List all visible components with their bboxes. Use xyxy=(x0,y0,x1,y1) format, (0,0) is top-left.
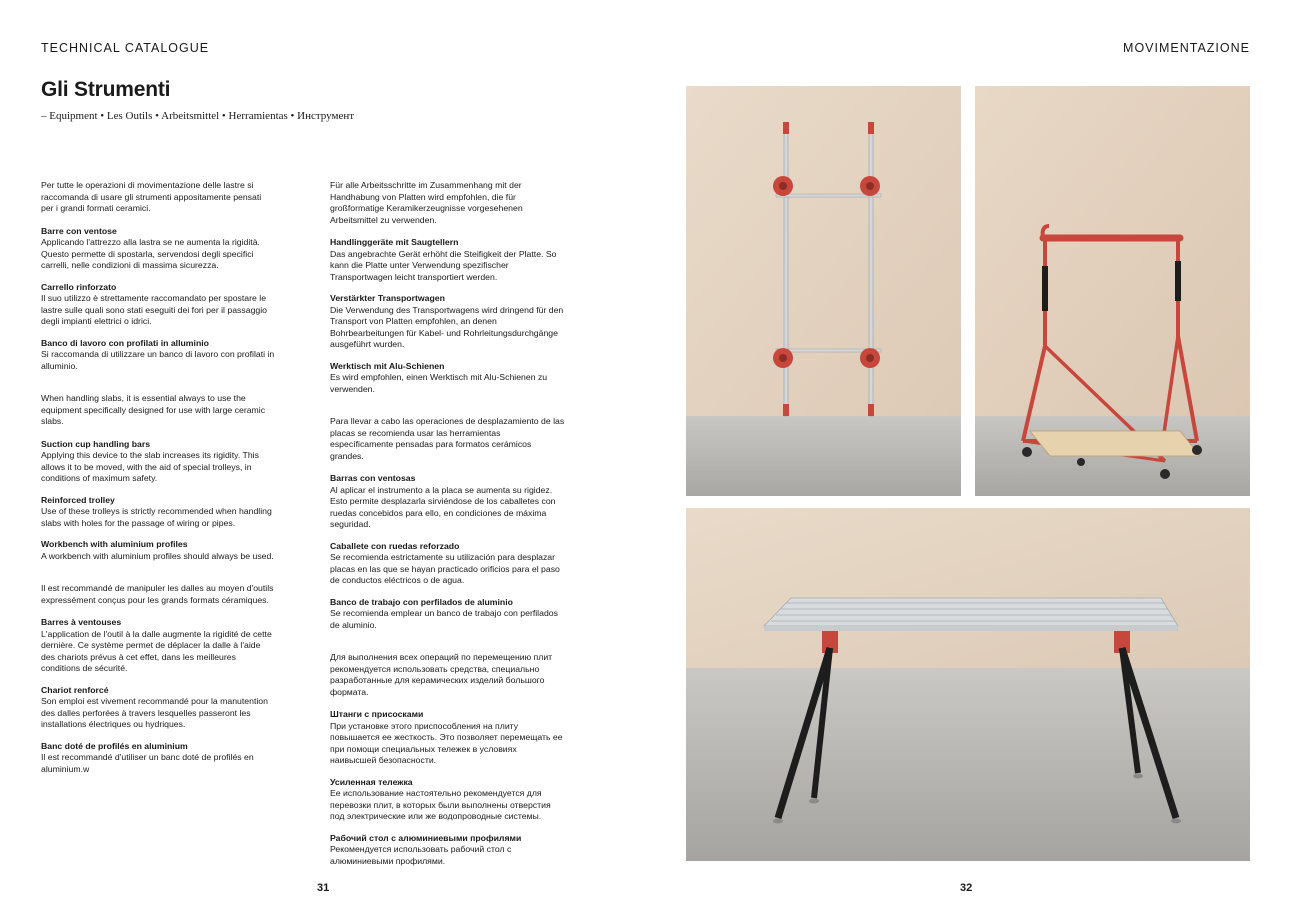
suction-cup-handling-bars-photo xyxy=(686,86,961,496)
italian-item xyxy=(41,282,276,328)
french-item xyxy=(41,741,276,776)
page-number-right: 32 xyxy=(960,882,973,894)
spanish-item-heading: Caballete con ruedas reforzado xyxy=(330,540,460,551)
english-item-body: Applying this device to the slab increases its rigidity. This allows it to be moved, with the aid of special trolleys, in conditions of maximum safety. xyxy=(41,450,259,483)
russian-item-body: Рекомендуется использовать рабочий стол с алюминиевыми профилями. xyxy=(330,844,512,866)
english-item-body: Use of these trolleys is strictly recommended when handling slabs with holes for the passage of wiring or pipes. xyxy=(41,506,272,528)
spanish-item-heading: Barras con ventosas xyxy=(330,473,416,483)
german-item-body: Es wird empfohlen, einen Werktisch mit Alu-Schienen zu verwenden. xyxy=(330,372,548,394)
russian-item xyxy=(330,833,565,868)
spanish-item-body: Se recomienda estrictamente su utilización para desplazar placas en las que se hayan practicado orificios para el paso de conductos eléctricos o de agua. xyxy=(330,552,560,585)
german-item xyxy=(330,361,565,396)
page-title: Gli Strumenti xyxy=(41,78,171,101)
page-number-left: 31 xyxy=(317,882,330,894)
russian-item xyxy=(330,709,565,767)
english-item xyxy=(41,439,276,485)
text-column-right xyxy=(330,180,565,877)
italian-item-heading: Banco di lavoro con profilati in alluminio xyxy=(41,337,209,348)
english-item-heading: Reinforced trolley xyxy=(41,494,115,505)
french-item-heading: Barres à ventouses xyxy=(41,617,122,627)
italian-item xyxy=(41,226,276,272)
french-item-heading: Banc doté de profilés en aluminium xyxy=(41,740,188,751)
russian-item-heading: Рабочий стол с алюминиевыми профилями xyxy=(330,832,522,843)
russian-intro: Для выполнения всех операций по перемещению плит рекомендуется использовать средства, специально разработанные для керамических изделий большого формата. xyxy=(330,652,553,697)
section-header: MOVIMENTAZIONE xyxy=(1123,41,1250,55)
english-item-heading: Suction cup handling bars xyxy=(41,438,151,449)
spanish-item-body: Al aplicar el instrumento a la placa se aumenta su rigidez. Esto permite desplazarla sirviéndose de los caballetes con ruedas concebidos para ello, en condiciones de máxima seguridad. xyxy=(330,484,556,529)
italian-item-heading: Carrello rinforzato xyxy=(41,281,117,292)
italian-item-body: Il suo utilizzo è strettamente raccomandato per spostare le lastre sulle quali sono stati eseguiti dei fori per il passaggio degli impianti elettrici o idrici. xyxy=(41,293,268,326)
russian-item-body: Ее использование настоятельно рекомендуется для перевозки плит, в которых были выполнены отверстия под электрические или же водопроводные системы. xyxy=(330,788,551,821)
french-item xyxy=(41,617,276,675)
catalogue-header: TECHNICAL CATALOGUE xyxy=(41,41,210,55)
english-item xyxy=(41,539,276,562)
german-item-heading: Werktisch mit Alu-Schienen xyxy=(330,360,445,371)
english-item xyxy=(41,495,276,530)
german-item-body: Das angebrachte Gerät erhöht die Steifigkeit der Platte. So kann die Platte unter Verwendung spezifischer Transportwagen leicht transportiert werden. xyxy=(330,248,557,282)
italian-item-body: Si raccomanda di utilizzare un banco di lavoro con profilati in alluminio. xyxy=(41,349,275,371)
spanish-item xyxy=(330,473,565,531)
text-column-left xyxy=(41,180,276,785)
reinforced-trolley-photo xyxy=(975,86,1250,496)
russian-item-heading: Усиленная тележка xyxy=(330,776,413,787)
page-subtitle: – Equipment • Les Outils • Arbeitsmittel • Herramientas • Инструмент xyxy=(41,110,355,122)
german-item-body: Die Verwendung des Transportwagens wird dringend für den Transport von Platten empfohlen, an denen Bohrbearbeitungen für Kabel- und Rohrleitungsdurchgänge ausgeführt wurden. xyxy=(330,304,564,349)
german-item xyxy=(330,237,565,283)
russian-item xyxy=(330,777,565,823)
french-item-body: Son emploi est vivement recommandé pour la manutention des dalles perforées à travers lesquelles passeront les installations électriques ou hydriques. xyxy=(41,696,268,729)
german-item-heading: Verstärkter Transportwagen xyxy=(330,293,445,303)
english-item-heading: Workbench with aluminium profiles xyxy=(41,539,188,549)
french-item-body: Il est recommandé d'utiliser un banc doté de profilés en aluminium.w xyxy=(41,752,254,774)
aluminium-workbench-photo xyxy=(686,508,1250,861)
russian-item-body: При установке этого приспособления на плиту повышается ее жесткость. Это позволяет перемещать ее при помощи специальных тележек в условиях наивысшей безопасности. xyxy=(330,720,563,765)
english-item-body: A workbench with aluminium profiles should always be used. xyxy=(41,550,274,561)
spanish-item-body: Se recomienda emplear un banco de trabajo con perfilados de aluminio. xyxy=(330,608,558,630)
spanish-item xyxy=(330,541,565,587)
russian-item-heading: Штанги с присосками xyxy=(330,709,424,719)
spanish-intro: Para llevar a cabo las operaciones de desplazamiento de las placas se recomienda usar las herramientas específicamente pensadas para formatos cerámicos grandes. xyxy=(330,416,565,461)
french-item xyxy=(41,685,276,731)
italian-item-heading: Barre con ventose xyxy=(41,225,117,236)
french-intro: Il est recommandé de manipuler les dalles au moyen d'outils expressément conçus pour les grands formats céramiques. xyxy=(41,583,274,605)
german-item-heading: Handlinggeräte mit Saugtellern xyxy=(330,237,459,247)
french-item-heading: Chariot renforcé xyxy=(41,684,109,695)
english-intro: When handling slabs, it is essential always to use the equipment specifically designed for use with large ceramic slabs. xyxy=(41,393,266,426)
spanish-item-heading: Banco de trabajo con perfilados de aluminio xyxy=(330,596,513,607)
french-item-body: L'application de l'outil à la dalle augmente la rigidité de cette dernière. Ce système permet de déplacer la dalle à l'aide des chariots prévus à cet effet, dans les meilleures conditions de sécurité. xyxy=(41,628,272,673)
italian-intro: Per tutte le operazioni di movimentazione delle lastre si raccomanda di usare gli strumenti appositamente pensati per i grandi formati ceramici. xyxy=(41,180,262,213)
german-item xyxy=(330,293,565,351)
german-intro: Für alle Arbeitsschritte im Zusammenhang mit der Handhabung von Platten wird empfohlen, die für großformatige Keramikerzeugnisse vorgesehenen Arbeitsmittel zu verwenden. xyxy=(330,180,523,225)
italian-item-body: Applicando l'attrezzo alla lastra se ne aumenta la rigidità. Questo permette di spostarla, servendosi degli specifici carrelli, nelle condizioni di massima sicurezza. xyxy=(41,237,260,270)
italian-item xyxy=(41,338,276,373)
spanish-item xyxy=(330,597,565,632)
